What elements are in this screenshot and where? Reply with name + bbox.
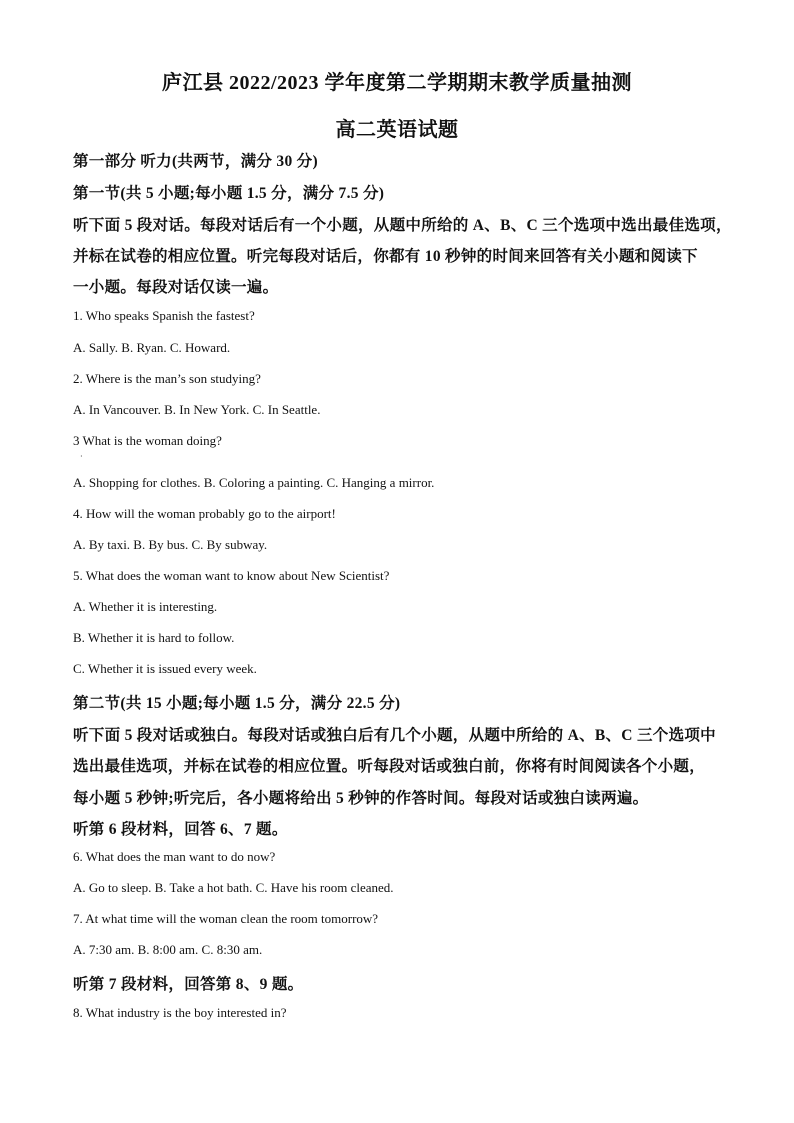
question-text: 8. What industry is the boy interested in? [73, 1005, 287, 1020]
question-text: 2. Where is the man’s son studying? [73, 371, 261, 386]
section1-heading: 第一节(共 5 小题;每小题 1.5 分，满分 7.5 分) [73, 185, 385, 202]
answer-option: A. Whether it is interesting. [73, 599, 218, 614]
answer-options: A. Go to sleep. B. Take a hot bath. C. Have his room cleaned. [73, 880, 394, 895]
question-text: 7. At what time will the woman clean the room tomorrow? [73, 911, 379, 926]
answer-options: A. By taxi. B. By bus. C. By subway. [73, 537, 268, 552]
stray-dot-mark: · [80, 452, 83, 461]
section2-instruction-line: 每小题 5 秒钟;听完后，各小题将给出 5 秒钟的作答时间。每段对话或独白读两遍。 [73, 790, 649, 807]
answer-options: A. Sally. B. Ryan. C. Howard. [73, 340, 231, 355]
exam-title: 庐江县 2022/2023 学年度第二学期期末教学质量抽测 [161, 72, 633, 94]
material-heading: 听第 6 段材料，回答 6、7 题。 [73, 821, 288, 838]
question-text: 6. What does the man want to do now? [73, 849, 276, 864]
section2-instruction-line: 选出最佳选项，并标在试卷的相应位置。听每段对话或独白前，你将有时间阅读各个小题， [73, 758, 706, 775]
part1-heading: 第一部分 听力(共两节，满分 30 分) [73, 153, 318, 170]
question-text: 4. How will the woman probably go to the airport! [73, 506, 336, 521]
material-heading: 听第 7 段材料，回答第 8、9 题。 [73, 976, 304, 993]
answer-option: C. Whether it is issued every week. [73, 661, 257, 676]
answer-options: A. 7:30 am. B. 8:00 am. C. 8:30 am. [73, 942, 263, 957]
exam-subtitle: 高二英语试题 [335, 119, 459, 141]
section1-instruction-line: 一小题。每段对话仅读一遍。 [73, 279, 279, 296]
section2-heading: 第二节(共 15 小题;每小题 1.5 分，满分 22.5 分) [73, 695, 401, 712]
section1-instruction-line: 并标在试卷的相应位置。听完每段对话后，你都有 10 秒钟的时间来回答有关小题和阅读下 [73, 248, 698, 265]
answer-option: B. Whether it is hard to follow. [73, 630, 235, 645]
question-text: 5. What does the woman want to know about New Scientist? [73, 568, 390, 583]
section1-instruction-line: 听下面 5 段对话。每段对话后有一个小题，从题中所给的 A、B、C 三个选项中选出最佳选项， [73, 217, 732, 234]
question-text: 1. Who speaks Spanish the fastest? [73, 308, 255, 323]
question-text: 3 What is the woman doing? [73, 433, 222, 448]
answer-options: A. In Vancouver. B. In New York. C. In Seattle. [73, 402, 321, 417]
section2-instruction-line: 听下面 5 段对话或独白。每段对话或独白后有几个小题，从题中所给的 A、B、C 三个选项中 [73, 727, 716, 744]
answer-options: A. Shopping for clothes. B. Coloring a painting. C. Hanging a mirror. [73, 475, 435, 490]
